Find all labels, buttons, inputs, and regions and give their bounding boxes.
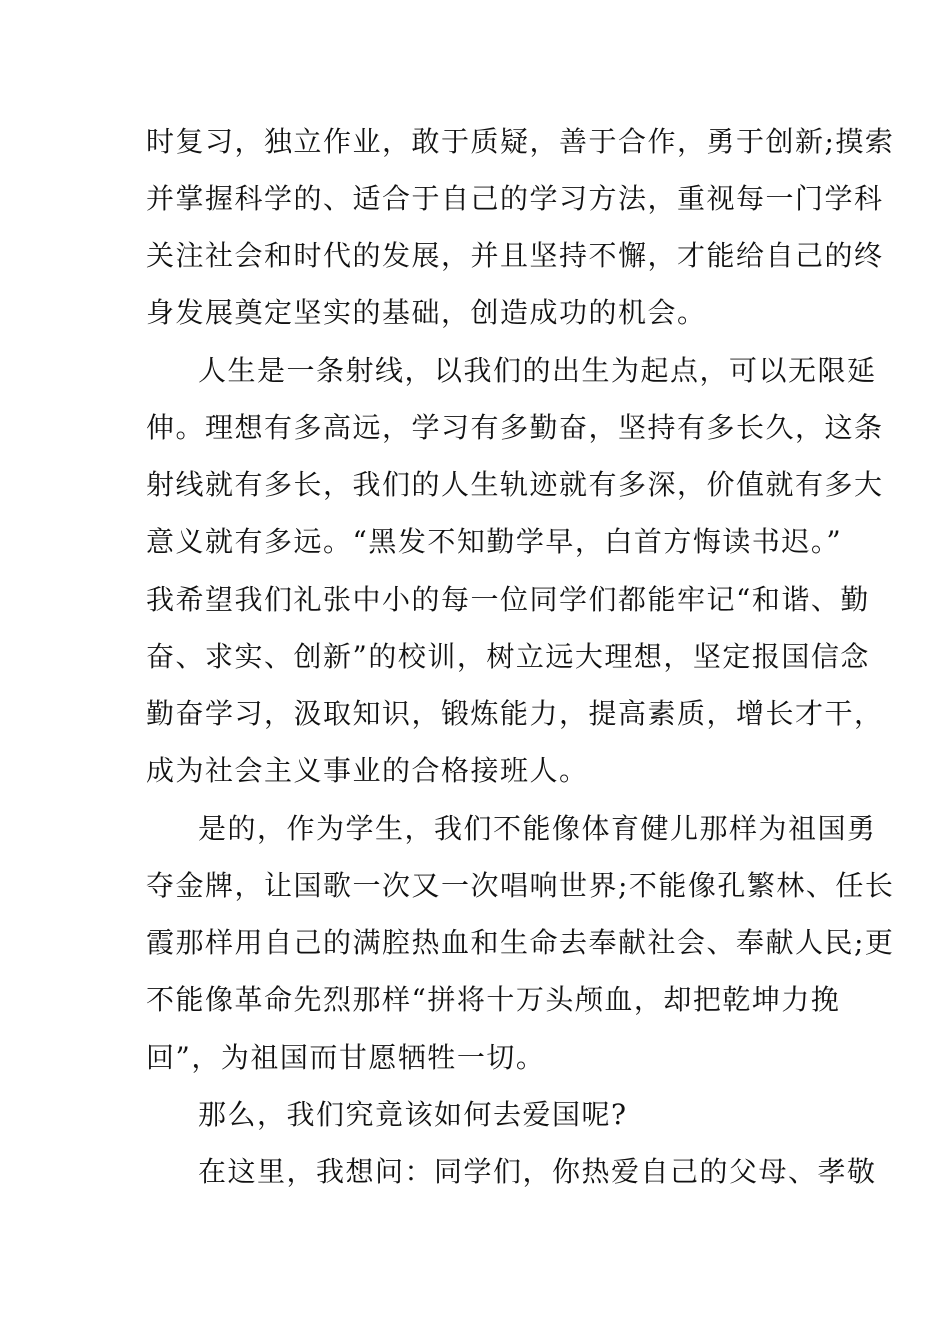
text-line: 成为社会主义事业的合格接班人。 xyxy=(146,754,589,787)
paragraph-start-line: 人生是一条射线，以我们的出生为起点，可以无限延 xyxy=(198,354,877,387)
text-line: 奋、求实、创新”的校训，树立远大理想，坚定报国信念 xyxy=(146,640,870,673)
text-line: 回”，为祖国而甘愿牺牲一切。 xyxy=(146,1041,546,1074)
text-line: 关注社会和时代的发展，并且坚持不懈，才能给自己的终 xyxy=(146,239,884,272)
text-line: 意义就有多远。“黑发不知勤学早，白首方悔读书迟。” xyxy=(146,525,843,558)
text-line: 不能像革命先烈那样“拼将十万头颅血，却把乾坤力挽 xyxy=(146,983,841,1016)
text-line: 我希望我们礼张中小的每一位同学们都能牢记“和谐、勤 xyxy=(146,583,870,616)
text-line: 射线就有多长，我们的人生轨迹就有多深，价值就有多大 xyxy=(146,468,884,501)
text-line: 夺金牌，让国歌一次又一次唱响世界;不能像孔繁林、任长 xyxy=(146,869,895,902)
text-line: 身发展奠定坚实的基础，创造成功的机会。 xyxy=(146,296,707,329)
text-line: 霞那样用自己的满腔热血和生命去奉献社会、奉献人民;更 xyxy=(146,926,895,959)
text-line: 并掌握科学的、适合于自己的学习方法，重视每一门学科 xyxy=(146,182,884,215)
text-line: 时复习，独立作业，敢于质疑，善于合作，勇于创新;摸索 xyxy=(146,125,895,158)
paragraph-start-line: 在这里，我想问：同学们，你热爱自己的父母、孝敬 xyxy=(198,1155,877,1188)
text-line: 伸。理想有多高远，学习有多勤奋，坚持有多长久，这条 xyxy=(146,411,884,444)
paragraph-start-line: 那么，我们究竟该如何去爱国呢? xyxy=(198,1098,628,1131)
paragraph-start-line: 是的，作为学生，我们不能像体育健儿那样为祖国勇 xyxy=(198,812,877,845)
text-line: 勤奋学习，汲取知识，锻炼能力，提高素质，增长才干， xyxy=(146,697,884,730)
